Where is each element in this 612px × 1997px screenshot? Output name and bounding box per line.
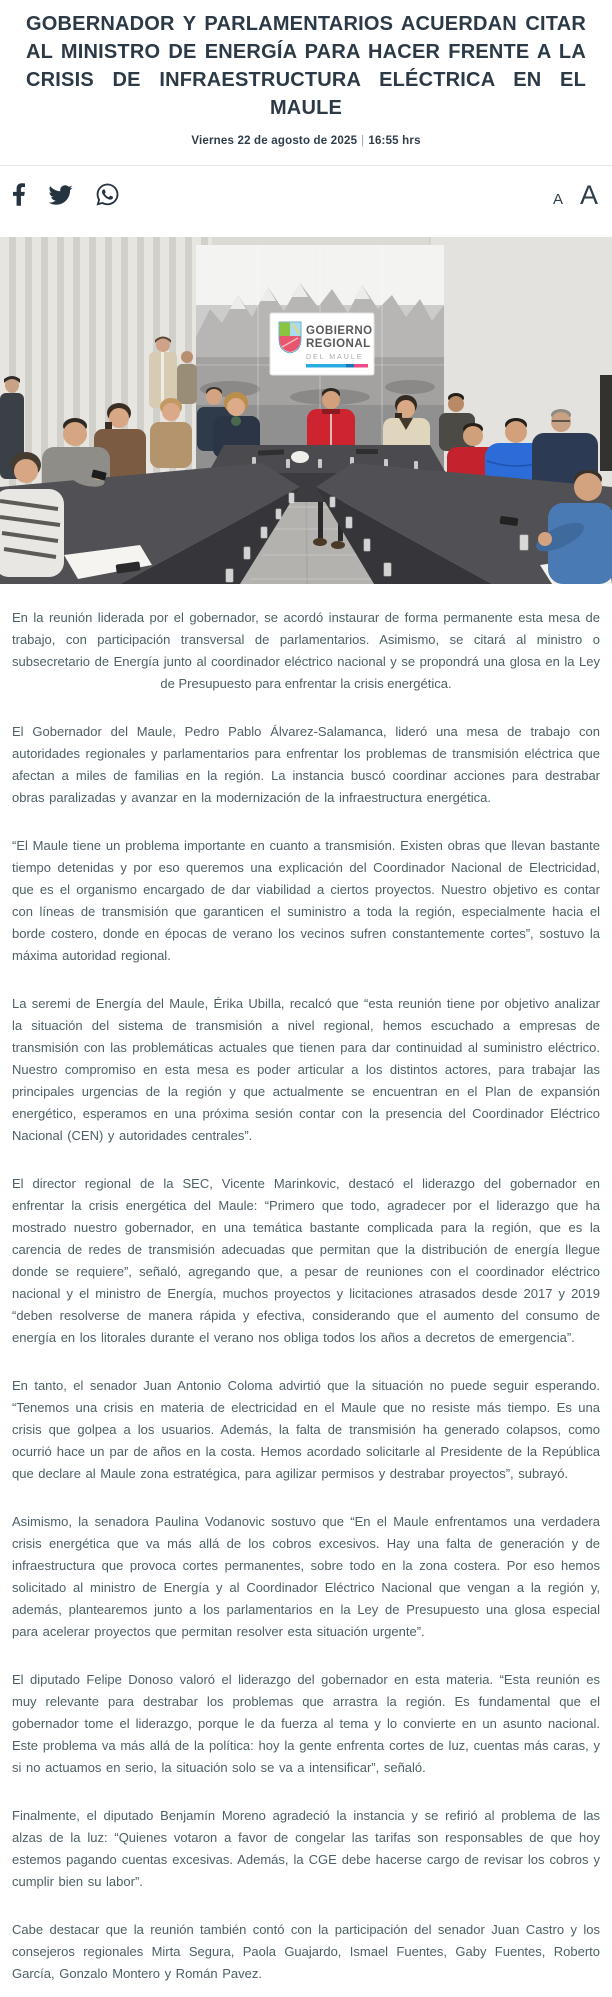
- font-decrease-button[interactable]: A: [552, 191, 563, 208]
- banner-title-line1: GOBIERNO: [306, 325, 373, 337]
- banner-title-line3: DEL MAULE: [306, 354, 364, 361]
- share-icons: [12, 182, 120, 207]
- article-paragraph: “El Maule tiene un problema importante en cuanto a transmisión. Existen obras que llevan bastante tiempo detenidas y por eso queremos una explicación del Coordinador Nacional de Electricidad, que es el organismo encargado de dar viabilidad a ciertos proyectos. Nuestro objetivo es contar con líneas de transmisión que garanticen el suministro a toda la región, especialmente hacia el borde costero, donde en épocas de verano los vecinos sufren constantemente cortes”, sostuvo la máxima autoridad regional.: [12, 838, 600, 963]
- article-time: 16:55 hrs: [368, 135, 421, 147]
- article-paragraph: Cabe destacar que la reunión también contó con la participación del senador Juan Castro y los consejeros regionales Mirta Segura, Paola Guajardo, Ismael Fuentes, Gaby Fuentes, Roberto García, Gonzalo Montero y Román Pavez.: [12, 1922, 600, 1981]
- facebook-share-button[interactable]: [12, 182, 26, 207]
- article-paragraph: Finalmente, el diputado Benjamín Moreno agradeció la instancia y se refirió al problema de las alzas de la luz: “Quienes votaron a favor de congelar las tarifas son responsables de que hoy estemos pagando cuentas excesivas. Además, la CGE debe hacerse cargo de revisar los cobros y cumplir bien su labor”.: [12, 1808, 600, 1889]
- banner-title-line2: REGIONAL: [306, 338, 371, 350]
- twitter-icon: [46, 183, 75, 207]
- page-title: GOBERNADOR Y PARLAMENTARIOS ACUERDAN CITAR AL MINISTRO DE ENERGÍA PARA HACER FRENTE A LA CRISIS DE INFRAESTRUCTURA ELÉCTRICA EN EL MAULE: [26, 13, 586, 119]
- regional-crest-icon: [279, 322, 301, 353]
- share-toolbar: [0, 166, 612, 220]
- article-paragraph: El Gobernador del Maule, Pedro Pablo Álvarez-Salamanca, lideró una mesa de trabajo con autoridades regionales y parlamentarios para enfrentar los problemas de transmisión eléctrica que afectan a miles de familias en la región. La instancia buscó coordinar acciones para destrabar obras paralizadas y avanzar en la modernización de la infraestructura energética.: [12, 724, 600, 805]
- article-paragraph: El diputado Felipe Donoso valoró el liderazgo del gobernador en esta materia. “Esta reunión es muy relevante para destrabar los problemas que arrastra la región. Es fundamental que el gobernador tome el liderazgo, porque le da fuerza al tema y lo convierte en un asunto nacional. Este problema va más allá de la política: hoy la gente enfrenta cortes de luz, cuentas más caras, y si no actuamos en serio, la situación solo se va a intensificar”, señaló.: [12, 1672, 600, 1775]
- article-paragraph: En tanto, el senador Juan Antonio Coloma advirtió que la situación no puede seguir esperando. “Tenemos una crisis en materia de electricidad en el Maule que no resiste más tiempo. Es una crisis que golpea a los usuarios. Además, la falta de transmisión ha generado colapsos, como ocurrió hace un par de años en la costa. Hemos acordado solicitarle al Presidente de la República que declare al Maule zona estratégica, para agilizar permisos y destrabar proyectos”, subrayó.: [12, 1378, 600, 1481]
- article-body: [0, 607, 612, 1985]
- whatsapp-icon: [95, 182, 120, 207]
- twitter-share-button[interactable]: [46, 183, 75, 207]
- font-size-controls: [552, 180, 598, 210]
- article-paragraph: La seremi de Energía del Maule, Érika Ubilla, recalcó que “esta reunión tiene por objetivo analizar la situación del sistema de transmisión a nivel regional, hemos escuchado a empresas de transmisión con las problemáticas actuales que tienen para dar continuidad al suministro eléctrico. Nuestro compromiso en esta mesa es poder articular a los distintos actores, para trabajar las principales urgencias de la región y que actualmente se encuentran en el Plan de expansión energético, esperamos en una próxima sesión contar con la presencia del Coordinador Eléctrico Nacional (CEN) y autoridades centrales”.: [12, 996, 600, 1143]
- article-paragraph: El director regional de la SEC, Vicente Marinkovic, destacó el liderazgo del gobernador en enfrentar la crisis energética del Maule: “Primero que todo, agradecer por el liderazgo que ha mostrado nuestro gobernador, en una temática bastante complicada para la región, que es la carencia de redes de transmisión adecuadas que permitan que la distribución de energía llegue donde se requiere”, señaló, agregando que, a pesar de reuniones con el coordinador eléctrico nacional y el ministro de Energía, muchos proyectos y licitaciones atrasados desde 2017 y 2019 “deben resolverse de manera rápida y efectiva, considerando que el aumento del consumo de energía en los litorales durante el verano nos obliga todos los años a decretos de emergencia”.: [12, 1176, 600, 1345]
- article-paragraph: Asimismo, la senadora Paulina Vodanovic sostuvo que “En el Maule enfrentamos una verdadera crisis energética que va más allá de los cobros excesivos. Hay una falta de generación y de infraestructura que provoca cortes permanentes, sobre todo en la zona costera. Por eso hemos solicitado al ministro de Energía y al Coordinador Eléctrico Nacional que vengan a la región y, además, plantearemos junto a los parlamentarios en la Ley de Presupuesto una glosa especial para acelerar proyectos que permitan resolver esta situación urgente”.: [12, 1514, 600, 1639]
- article-date-row: [0, 135, 612, 147]
- meeting-photo-illustration: [0, 237, 612, 584]
- date-separator: |: [361, 135, 365, 147]
- font-increase-button[interactable]: A: [579, 180, 598, 210]
- banner-logo: [270, 313, 374, 375]
- whatsapp-share-button[interactable]: [95, 182, 120, 207]
- article-date: Viernes 22 de agosto de 2025: [191, 135, 358, 147]
- article-lead: En la reunión liderada por el gobernador, se acordó instaurar de forma permanente esta mesa de trabajo, con participación transversal de parlamentarios. Asimismo, se citará al ministro o subsecretario de Energía junto al coordinador eléctrico nacional y se propondrá una glosa en la Ley de Presupuesto para enfrentar la crisis energética.: [12, 610, 600, 691]
- facebook-icon: [12, 182, 26, 207]
- article-photo: [0, 237, 612, 584]
